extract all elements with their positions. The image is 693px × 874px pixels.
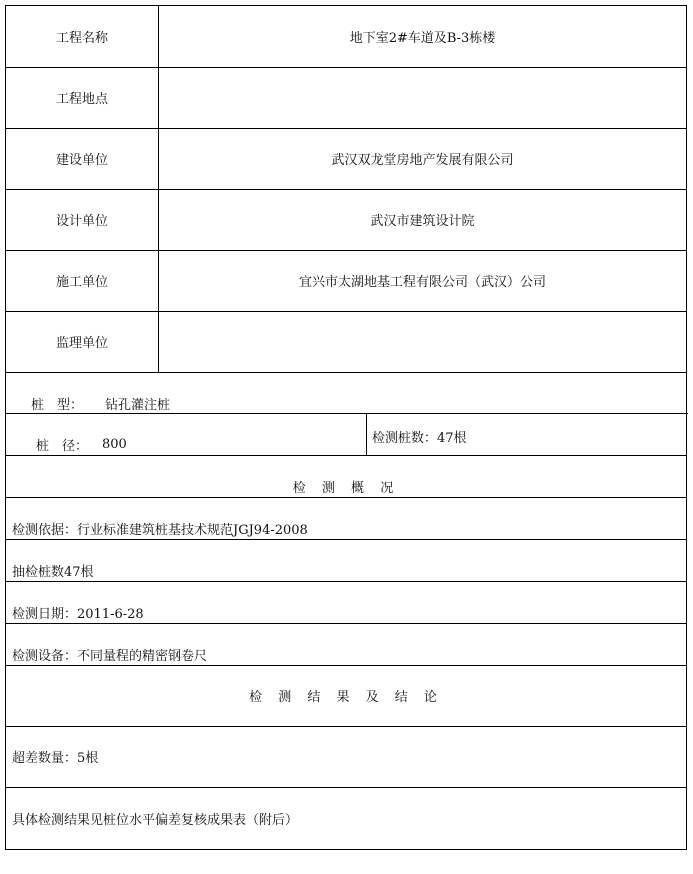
results-heading: 检 测 结 果 及 结 论 [249,690,443,705]
row-divider [6,539,686,540]
inspection-form [5,5,687,850]
construction-unit-label: 施工单位 [55,275,108,290]
inspection-basis: 检测依据：行业标准建筑桩基技术规范JGJ94-2008 [12,522,308,538]
design-unit-value: 武汉市建筑设计院 [370,214,475,229]
project-name-value: 地下室2#车道及B-3栋楼 [349,31,496,46]
row-divider [6,726,686,727]
owner-unit-value: 武汉双龙堂房地产发展有限公司 [331,153,514,168]
project-location-label: 工程地点 [55,92,108,107]
project-location-value [159,67,686,128]
project-name-label: 工程名称 [55,31,108,46]
pile-type-row [31,393,170,413]
result-detail: 具体检测结果见桩位水平偏差复核成果表（附后） [12,812,299,828]
exceed-count: 超差数量：5根 [12,751,99,766]
row-divider [6,372,686,373]
row-divider [6,623,686,624]
pile-count: 检测桩数：47根 [372,430,467,446]
pile-diameter-row [36,434,127,454]
supervision-unit-label: 监理单位 [55,336,108,351]
pile-diameter-value: 800 [102,436,127,452]
pile-row-divider [366,413,367,455]
owner-unit-label: 建设单位 [55,153,108,168]
supervision-unit-value [159,311,686,372]
overview-heading: 检 测 概 况 [292,480,400,496]
row-divider [6,497,686,498]
pile-type-value: 钻孔灌注桩 [105,397,171,413]
pile-diameter-label: 桩 径： [36,438,89,454]
row-divider [6,581,686,582]
row-divider [6,455,686,456]
inspection-date: 检测日期：2011-6-28 [12,606,144,622]
row-divider [6,413,688,414]
inspection-equipment: 检测设备：不同量程的精密钢卷尺 [12,648,208,664]
pile-type-label: 桩 型： [31,397,84,413]
construction-unit-value: 宜兴市太湖地基工程有限公司（武汉）公司 [298,275,546,290]
sample-pile-count: 抽检桩数47根 [12,564,94,580]
design-unit-label: 设计单位 [55,214,108,229]
